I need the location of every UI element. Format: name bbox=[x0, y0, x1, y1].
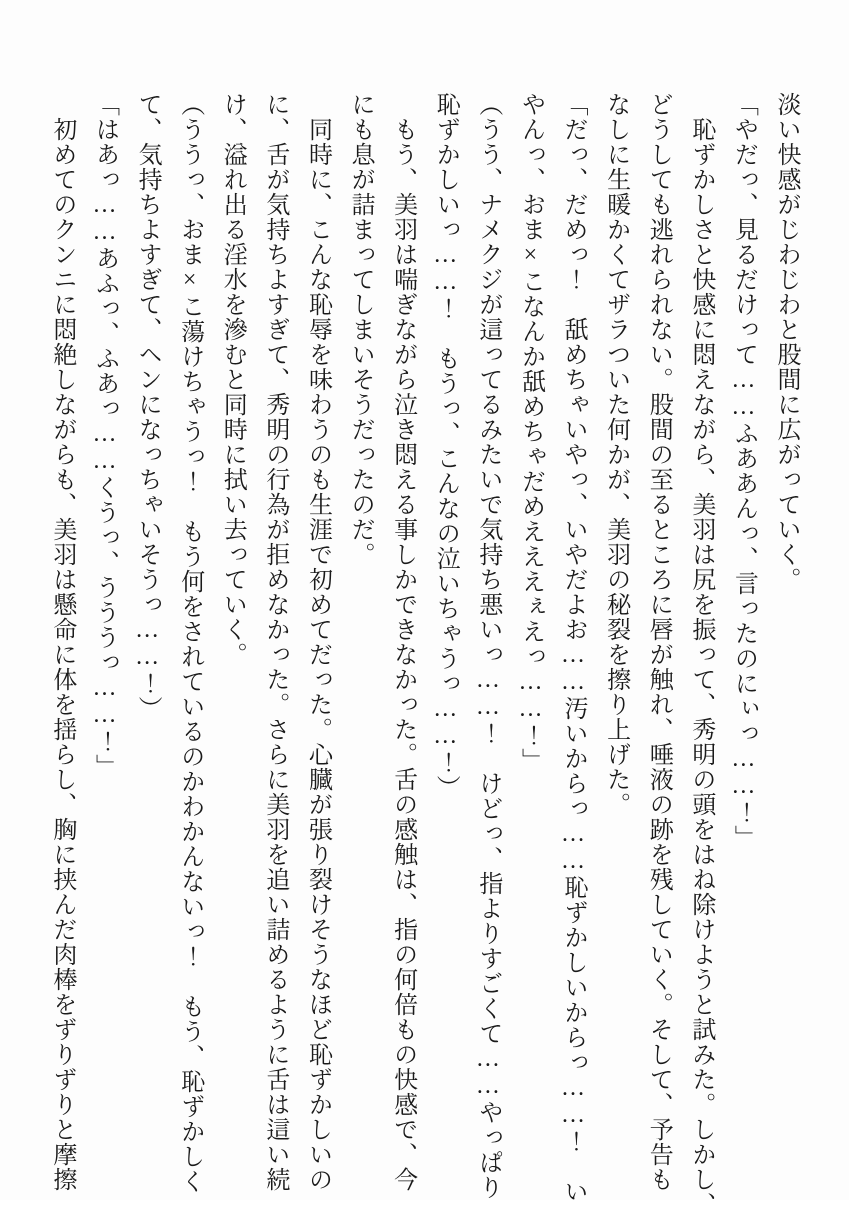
text-line: 同時に、こんな恥辱を味わうのも生涯で初めてだった。心臓が張り裂けそうなほど恥ずかしいの bbox=[304, 92, 331, 1192]
vertical-text-block bbox=[39, 92, 807, 1217]
text-line: なしに生暖かくてザラついた何かが、美羽の秘裂を擦り上げた。 bbox=[602, 92, 629, 817]
text-line: 恥ずかしさと快感に悶えながら、美羽は尻を振って、秀明の頭をはね除けようと試みた。しかし、 bbox=[687, 92, 714, 1217]
text-line: 淡い快感がじわじわと股間に広がっていく。 bbox=[773, 92, 799, 592]
text-line: もう、美羽は喘ぎながら泣き悶える事しかできなかった。舌の感触は、指の何倍もの快感で、今 bbox=[389, 92, 416, 1192]
text-line: 「はあっ……あふっ、ふあっ……くうっ、うううっ……！」 bbox=[91, 92, 118, 779]
text-line: 「やだっ、見るだけって……ふああんっ、言ったのにぃっ……！」 bbox=[730, 92, 757, 850]
text-line: け、溢れ出る淫水を滲むと同時に拭い去っていく。 bbox=[219, 92, 246, 667]
text-line: どうしても逃れられない。股間の至るところに唇が触れ、唾液の跡を残していく。そして、予告も bbox=[645, 92, 672, 1192]
text-line: （うう、ナメクジが這ってるみたいで気持ち悪いっ……！ けどっ、指よりすごくて……やっぱり bbox=[474, 92, 501, 1200]
text-line: 初めてのクンニに悶絶しながらも、美羽は懸命に体を揺らし、胸に挟んだ肉棒をずりずりと摩擦 bbox=[48, 92, 75, 1192]
text-line: 恥ずかしいっ……！ もうっ、こんなの泣いちゃうっ……！） bbox=[432, 92, 459, 800]
text-line: （ううっ、おま×こ蕩けちゃうっ！ もう何をされているのかわかんないっ！ もう、恥ずかしく bbox=[176, 92, 203, 1194]
text-line: にも息が詰まってしまいそうだったのだ。 bbox=[347, 92, 374, 567]
text-line: て、気持ちよすぎて、ヘンになっちゃいそうっ……！） bbox=[134, 92, 161, 721]
text-line: やんっ、おま×こなんか舐めちゃだめえええぇえっ……！」 bbox=[517, 92, 544, 773]
text-line: に、舌が気持ちよすぎて、秀明の行為が拒めなかった。さらに美羽を追い詰めるように舌は這い続 bbox=[261, 92, 288, 1192]
text-line: 「だっ、だめっ！ 舐めちゃいやっ、いやだよお……汚いからっ……恥ずかしいからっ……！ い bbox=[560, 92, 587, 1204]
